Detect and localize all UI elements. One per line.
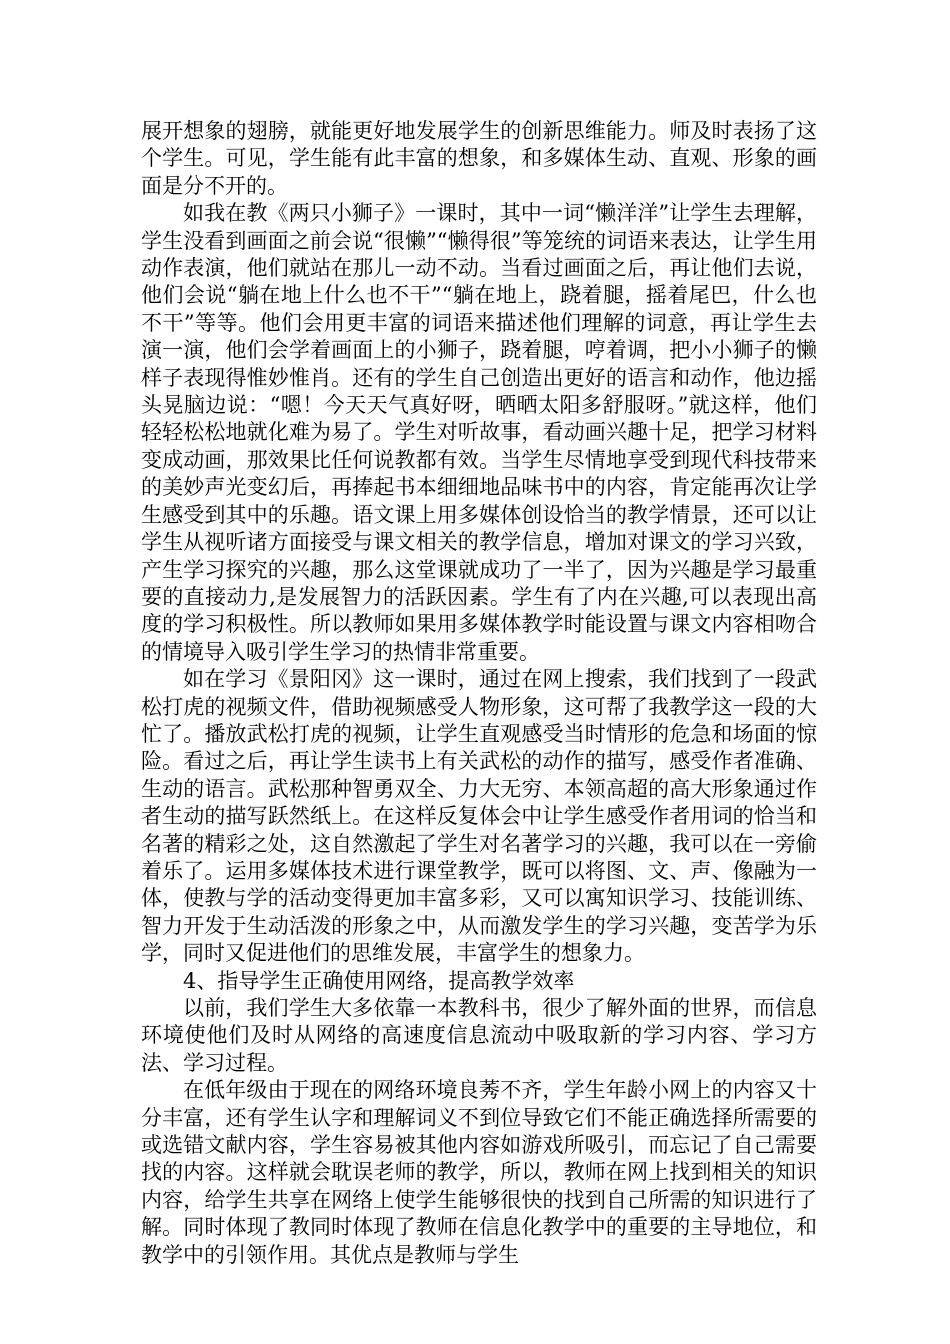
paragraph-3: 如在学习《景阳冈》这一课时，通过在网上搜索，我们找到了一段武松打虎的视频文件，借助视频感受人物形象，这可帮了我教学这一段的大忙了。播放武松打虎的视频，让学生直观感受当时情形的危急和场面的惊险。看过之后，再让学生读书上有关武松的动作的描写，感受作者准确、生动的语言。武松那种智勇双全、力大无穷、本领高超的高大形象通过作者生动的描写跃然纸上。在这样反复体会中让学生感受作者用词的恰当和名著的精彩之处，这自然激起了学生对名著学习的兴趣，我可以在一旁偷着乐了。运用多媒体技术进行课堂教学，既可以将图、文、声、像融为一体，使教与学的活动变得更加丰富多彩，又可以寓知识学习、技能训练、智力开发于生动活泼的形象之中，从而激发学生的学习兴趣，变苦学为乐学，同时又促进他们的思维发展，丰富学生的想象力。 <box>141 667 817 966</box>
section-heading-4: 4、指导学生正确使用网络，提高教学效率 <box>183 968 575 993</box>
paragraph-1: 展开想象的翅膀，就能更好地发展学生的创新思维能力。师及时表扬了这个学生。可见，学生能有此丰富的想象，和多媒体生动、直观、形象的画面是分不开的。 <box>141 119 817 198</box>
document-body <box>141 118 817 1269</box>
paragraph-6: 在低年级由于现在的网络环境良莠不齐，学生年龄小网上的内容又十分丰富，还有学生认字和理解词义不到位导致它们不能正确选择所需要的或选错文献内容，学生容易被其他内容如游戏所吸引，而忘记了自己需要找的内容。这样就会耽误老师的教学，所以，教师在网上找到相关的知识内容，给学生共享在网络上使学生能够很快的找到自己所需的知识进行了解。同时体现了教同时体现了教师在信息化教学中的重要的主导地位，和教学中的引领作用。其优点是教师与学生 <box>141 1078 817 1267</box>
paragraph-2: 如我在教《两只小狮子》一课时，其中一词“懒洋洋”让学生去理解，学生没看到画面之前会说“很懒”“懒得很”等笼统的词语来表达，让学生用动作表演，他们就站在那儿一动不动。当看过画面之后，再让他们去说，他们会说“躺在地上什么也不干”“躺在地上，跷着腿，摇着尾巴，什么也不干”等等。他们会用更丰富的词语来描述他们理解的词意，再让学生去演一演，他们会学着画面上的小狮子，跷着腿，哼着调，把小小狮子的懒样子表现得惟妙惟肖。还有的学生自己创造出更好的语言和动作，他边摇头晃脑边说：“嗯！今天天气真好呀，晒晒太阳多舒服呀。”就这样，他们轻轻松松地就化难为易了。学生对听故事，看动画兴趣十足，把学习材料变成动画，那效果比任何说教都有效。当学生尽情地享受到现代科技带来的美妙声光变幻后，再捧起书本细细地品味书中的内容，肯定能再次让学生感受到其中的乐趣。语文课上用多媒体创设恰当的教学情景，还可以让学生从视听诸方面接受与课文相关的教学信息，增加对课文的学习兴致，产生学习探究的兴趣，那么这堂课就成功了一半了，因为兴趣是学习最重要的直接动力,是发展智力的活跃因素。学生有了内在兴趣,可以表现出高度的学习积极性。所以教师如果用多媒体教学时能设置与课文内容相吻合的情境导入吸引学生学习的热情非常重要。 <box>141 201 817 664</box>
paragraph-5: 以前，我们学生大多依靠一本教科书，很少了解外面的世界，而信息环境使他们及时从网络的高速度信息流动中吸取新的学习内容、学习方法、学习过程。 <box>141 996 817 1075</box>
